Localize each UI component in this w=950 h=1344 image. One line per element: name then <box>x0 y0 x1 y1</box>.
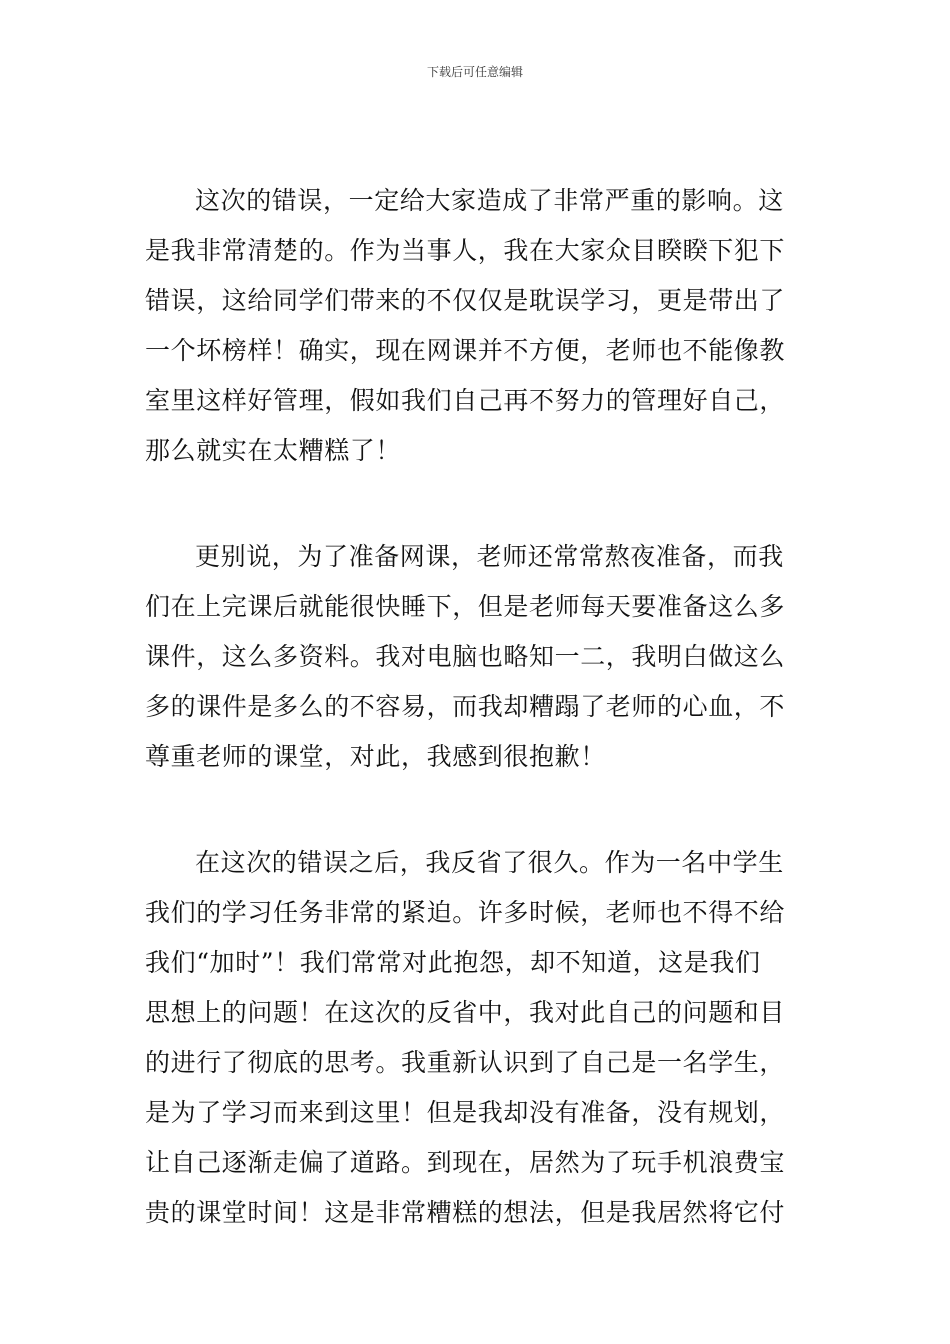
text-line: 室里这样好管理，假如我们自己再不努力的管理好自己， <box>145 386 786 415</box>
text-line: 们在上完课后就能很快睡下，但是老师每天要准备这么多 <box>145 592 786 621</box>
paragraph-2 <box>145 532 809 782</box>
text-line: 思想上的问题！在这次的反省中，我对此自己的问题和目 <box>145 998 786 1027</box>
text-line: 多的课件是多么的不容易，而我却糟蹋了老师的心血，不 <box>145 692 786 721</box>
text-line: 更别说，为了准备网课，老师还常常熬夜准备，而我 <box>195 542 784 571</box>
text-line: 课件，这么多资料。我对电脑也略知一二，我明白做这么 <box>145 642 786 671</box>
text-line: 错误，这给同学们带来的不仅仅是耽误学习，更是带出了 <box>145 286 786 315</box>
text-line: 一个坏榜样！确实，现在网课并不方便，老师也不能像教 <box>145 336 786 365</box>
paragraph-1 <box>145 176 809 476</box>
text-line: 我们“加时”！我们常常对此抱怨，却不知道，这是我们 <box>145 948 761 977</box>
text-line: 让自己逐渐走偏了道路。到现在，居然为了玩手机浪费宝 <box>145 1148 786 1177</box>
text-line: 贵的课堂时间！这是非常糟糕的想法，但是我居然将它付 <box>145 1198 786 1227</box>
text-line: 尊重老师的课堂，对此，我感到很抱歉！ <box>145 742 606 771</box>
text-line: 是我非常清楚的。作为当事人，我在大家众目睽睽下犯下 <box>145 236 786 265</box>
text-line: 那么就实在太糟糕了！ <box>145 436 402 465</box>
paragraph-spacer <box>145 782 809 838</box>
text-line: 的进行了彻底的思考。我重新认识到了自己是一名学生， <box>145 1048 786 1077</box>
text-line: 是为了学习而来到这里！但是我却没有准备，没有规划， <box>145 1098 786 1127</box>
paragraph-spacer <box>145 476 809 532</box>
paragraph-3 <box>145 838 809 1288</box>
text-line: 我们的学习任务非常的紧迫。许多时候，老师也不得不给 <box>145 898 786 927</box>
text-line: 在这次的错误之后，我反省了很久。作为一名中学生 <box>195 848 784 877</box>
document-body <box>145 176 809 1288</box>
text-line <box>145 1238 809 1288</box>
text-line: 这次的错误，一定给大家造成了非常严重的影响。这 <box>195 186 784 215</box>
page-header: 下载后可任意编辑 <box>426 65 523 79</box>
